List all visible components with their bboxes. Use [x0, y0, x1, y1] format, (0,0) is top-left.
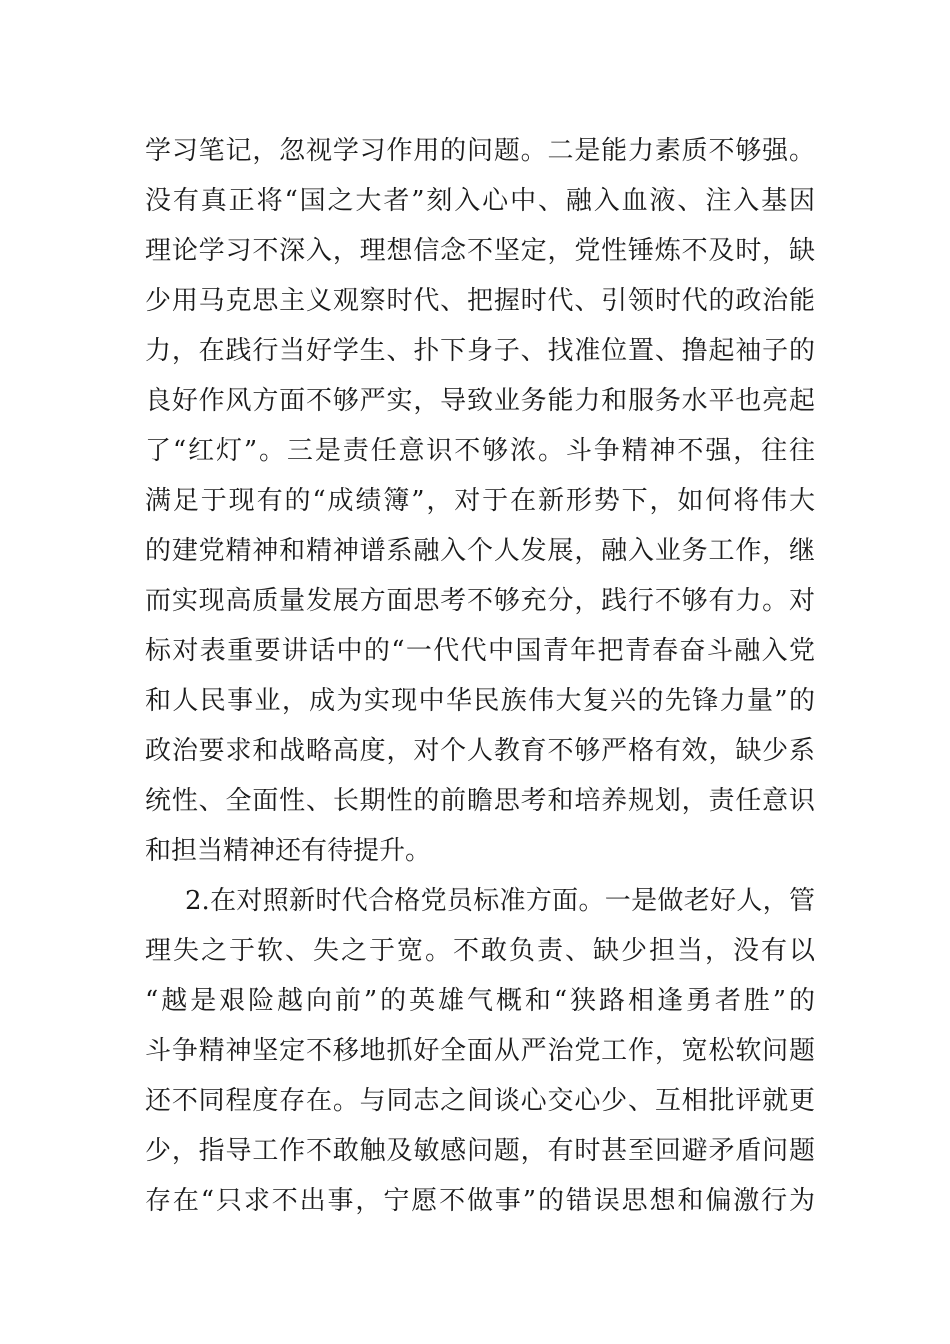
text-line: 而实现高质量发展方面思考不够充分，践行不够有力。对	[145, 586, 815, 616]
text-line: 少用马克思主义观察时代、把握时代、引领时代的政治能	[145, 286, 815, 316]
text-line: 政治要求和战略高度，对个人教育不够严格有效，缺少系	[145, 736, 815, 766]
text-line: 良好作风方面不够严实，导致业务能力和服务水平也亮起	[145, 386, 815, 416]
paragraph-2	[145, 876, 815, 1226]
text-line: 理论学习不深入，理想信念不坚定，党性锤炼不及时，缺	[145, 236, 815, 266]
text-line: 了“红灯”。三是责任意识不够浓。斗争精神不强，往往	[145, 436, 815, 466]
text-line: 的建党精神和精神谱系融入个人发展，融入业务工作，继	[145, 536, 815, 566]
text-line: 少，指导工作不敢触及敏感问题，有时甚至回避矛盾问题	[145, 1136, 815, 1166]
text-line: 理失之于软、失之于宽。不敢负责、缺少担当，没有以	[145, 936, 815, 966]
text-line: 和人民事业，成为实现中华民族伟大复兴的先锋力量”的	[145, 686, 815, 716]
text-line: 斗争精神坚定不移地抓好全面从严治党工作，宽松软问题	[145, 1036, 815, 1066]
text-line: “越是艰险越向前”的英雄气概和“狭路相逢勇者胜”的	[145, 986, 815, 1016]
text-line: 学习笔记，忽视学习作用的问题。二是能力素质不够强。	[145, 136, 815, 166]
document-body	[145, 126, 815, 1226]
text-line: 还不同程度存在。与同志之间谈心交心少、互相批评就更	[145, 1086, 815, 1116]
text-line: 标对表重要讲话中的“一代代中国青年把青春奋斗融入党	[145, 636, 815, 666]
paragraph-1	[145, 126, 815, 876]
text-line: 力，在践行当好学生、扑下身子、找准位置、撸起袖子的	[145, 336, 815, 366]
text-line: 和担当精神还有待提升。	[145, 836, 432, 866]
text-line: 统性、全面性、长期性的前瞻思考和培养规划，责任意识	[145, 786, 815, 816]
text-line: 没有真正将“国之大者”刻入心中、融入血液、注入基因	[145, 186, 815, 216]
text-line: 2.在对照新时代合格党员标准方面。一是做老好人，管	[185, 886, 815, 916]
text-line: 满足于现有的“成绩簿”，对于在新形势下，如何将伟大	[145, 486, 815, 516]
text-line: 存在“只求不出事，宁愿不做事”的错误思想和偏激行为	[145, 1186, 815, 1216]
